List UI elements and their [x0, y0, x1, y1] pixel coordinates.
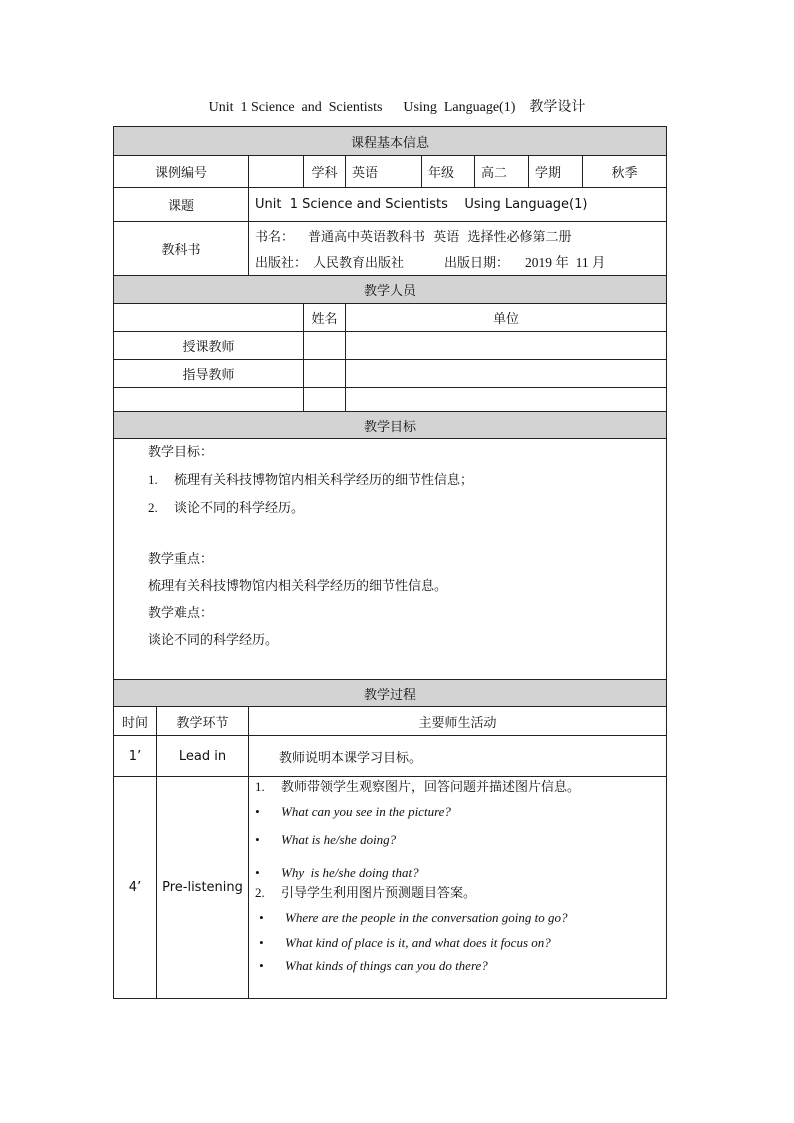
advisor-label: 指导教师 [114, 360, 304, 388]
code-label: 课例编号 [114, 156, 249, 188]
difficulty-text: 谈论不同的科学经历。 [148, 633, 279, 648]
document-title: Unit 1 Science and Scientists Using Language(1) 教学设计 [208, 100, 586, 115]
step-2-question-1: • Where are the people in the conversation going to go? [259, 910, 568, 925]
teacher-label: 授课教师 [114, 332, 304, 360]
section-basic-info: 课程基本信息 [114, 127, 667, 156]
process-row-1-activity: 教师说明本课学习目标。 [249, 736, 667, 777]
step-1-question-2: • What is he/she doing? [255, 832, 397, 847]
section-process: 教学过程 [114, 680, 667, 707]
book-name-label: 书名： [255, 230, 295, 245]
code-value [249, 156, 304, 188]
pre-listening-step-1: 1. 教师带领学生观察图片，回答问题并描述图片信息。 [255, 779, 581, 795]
staff-unit-header: 单位 [346, 304, 667, 332]
lesson-plan-table [113, 126, 667, 999]
objectives-content [114, 439, 667, 680]
process-row-2-stage: Pre-listening [157, 777, 249, 999]
process-row-2-activity [249, 777, 667, 999]
goal-item-2: 2. 谈论不同的科学经历。 [148, 500, 305, 516]
publisher-value: 人民教育出版社 [313, 256, 405, 271]
key-point-text: 梳理有关科技博物馆内相关科学经历的细节性信息。 [148, 579, 448, 594]
goal-item-1: 1. 梳理有关科技博物馆内相关科学经历的细节性信息； [148, 472, 474, 488]
teacher-unit [346, 332, 667, 360]
section-staff: 教学人员 [114, 276, 667, 304]
step-2-question-2: • What kind of place is it, and what does it focus on? [259, 935, 551, 950]
goals-label: 教学目标： [148, 445, 214, 460]
process-row-1-time: 1’ [114, 736, 157, 777]
pubdate-label: 出版日期： [444, 256, 510, 271]
step-2-question-3: • What kinds of things can you do there? [259, 958, 488, 973]
step-1-question-3: • Why is he/she doing that? [255, 865, 419, 880]
step-1-question-1: • What can you see in the picture? [255, 804, 451, 819]
process-row-2-time: 4’ [114, 777, 157, 999]
process-activity-header: 主要师生活动 [249, 707, 667, 736]
advisor-name [304, 360, 346, 388]
staff-name-header: 姓名 [304, 304, 346, 332]
subject-value: 英语 [346, 156, 422, 188]
grade-value: 高二 [475, 156, 529, 188]
pubdate-value: 2019 年 11 月 [525, 255, 606, 270]
staff-header-empty [114, 304, 304, 332]
process-row-1-stage: Lead in [157, 736, 249, 777]
process-time-header: 时间 [114, 707, 157, 736]
topic-label: 课题 [114, 188, 249, 222]
staff-empty-row-unit [346, 388, 667, 412]
staff-empty-row-label [114, 388, 304, 412]
textbook-info [249, 222, 667, 276]
advisor-unit [346, 360, 667, 388]
pre-listening-step-2: 2. 引导学生利用图片预测题目答案。 [255, 885, 477, 901]
textbook-label: 教科书 [114, 222, 249, 276]
topic-value: Unit 1 Science and Scientists Using Language(1) [249, 188, 667, 222]
difficulty-label: 教学难点： [148, 606, 214, 621]
term-label: 学期 [529, 156, 583, 188]
publisher-label: 出版社： [255, 256, 308, 271]
subject-label: 学科 [304, 156, 346, 188]
grade-label: 年级 [422, 156, 475, 188]
book-name-value: 普通高中英语教科书 英语 选择性必修第二册 [308, 230, 572, 245]
key-point-label: 教学重点： [148, 552, 214, 567]
staff-empty-row-name [304, 388, 346, 412]
teacher-name [304, 332, 346, 360]
term-value: 秋季 [583, 156, 667, 188]
section-objectives: 教学目标 [114, 412, 667, 439]
process-stage-header: 教学环节 [157, 707, 249, 736]
